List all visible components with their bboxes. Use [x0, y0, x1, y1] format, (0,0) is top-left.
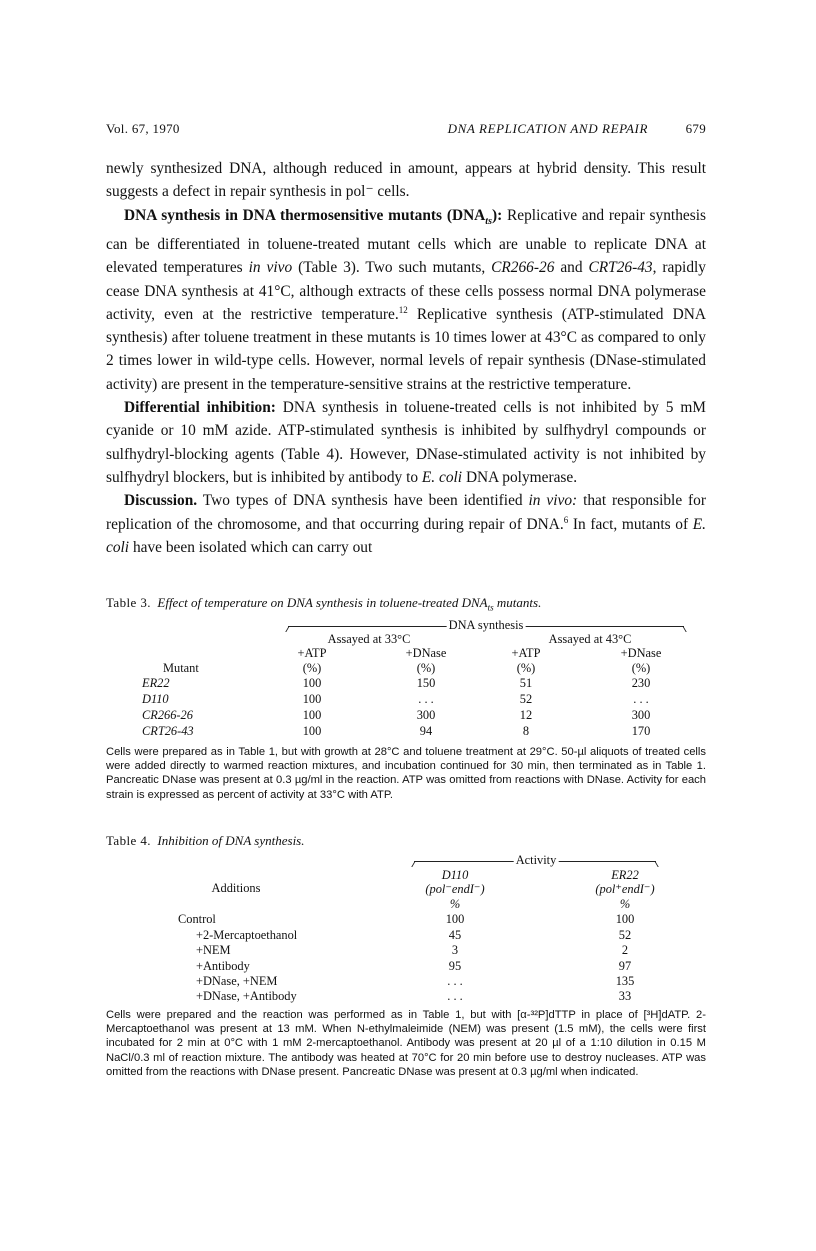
table4-row-label: +DNase, +NEM — [196, 974, 278, 988]
table4-caption: Table 4. Inhibition of DNA synthesis. — [106, 833, 305, 848]
table3-col-head: +ATP — [297, 646, 327, 660]
table4-col1-genotype: (pol⁻endI⁻) — [425, 882, 485, 896]
table4-cell: 135 — [615, 974, 635, 988]
table4-footnote: Cells were prepared and the reaction was performed as in Table 1, but with [α-³²P]dTTP in place of [³H]dATP. 2-Mercaptoethanol was present at 13 mM. When N-ethylmaleimide (NEM) was present (1.5 mM), the cells were first incubated for 2 min at 0°C with 1 mM 2-mercaptoethanol. Antibody was present at 20 µl of a 1:10 dilution in 0.15 M NaCl/0.3 ml of reaction mixture. The antibody was heated at 70°C for 20 min before use to destroy nucleases. ATP was omitted from the reactions with DNase present. Pancreatic DNase was present at 0.3 µg/ml when indicated. — [106, 1009, 706, 1078]
table4-col1-strain: D110 — [441, 868, 469, 882]
table4-cell: . . . — [447, 989, 463, 1003]
table3-col-unit: (%) — [416, 661, 436, 675]
table4-cell: 100 — [615, 912, 635, 926]
section-heading-thermosensitive: DNA synthesis in DNA thermosensitive mutants $(DNA_{ts})$: — [124, 206, 503, 227]
table3-cell: 150 — [416, 676, 436, 690]
paragraph-continuation: newly synthesized DNA, although reduced in amount, appears at hybrid density. This result suggests a defect in repair synthesis in pol⁻ cells. — [106, 160, 706, 201]
running-head — [106, 121, 706, 139]
table3-cell: . . . — [633, 692, 649, 706]
table3-col-unit: (%) — [302, 661, 322, 675]
table3-row-mutant: ER22 — [142, 676, 170, 690]
table3-col-head: +ATP — [511, 646, 541, 660]
table3-cell: 100 — [302, 676, 322, 690]
section-heading-discussion: Discussion. — [124, 492, 198, 510]
table3-cell: . . . — [418, 692, 434, 706]
running-title: DNA REPLICATION AND REPAIR — [447, 121, 648, 136]
table4-cell: 95 — [448, 959, 462, 973]
paragraph-differential-inhibition: Differential inhibition: DNA synthesis in toluene-treated cells is not inhibited by 5 mM cyanide or 10 mM azide. ATP-stimulated synthesis is inhibited by sulfhydryl compounds or sulfhydryl-blocking agents (Table 4). However, DNase-stimulated activity is not inhibited by sulfhydryl blockers, but is inhibited by antibody to E. coli DNA polymerase. — [106, 399, 706, 486]
paragraph-discussion: Discussion. Two types of DNA synthesis have been identified in vivo: that responsible for replication of the chromosome, and that occurring during repair of DNA.$^6$ In fact, mutants of E. coli have been isolated which can carry out — [106, 492, 707, 556]
table3-footnote: Cells were prepared as in Table 1, but with growth at 28°C and toluene treatment at 29°C. 50-µl aliquots of treated cells were added directly to warmed reaction mixtures, and incubation continued for 30 min, then terminated as in Table 1. Pancreatic DNase was present at 0.3 µg/ml in the reaction. ATP was omitted from reactions with DNase. Activity for each strain is expressed as percent of activity at 33°C with ATP. — [106, 746, 706, 801]
table4-row-label: +NEM — [196, 943, 231, 957]
table3-group-43: Assayed at 43°C — [548, 632, 632, 646]
table4-additions-header: Additions — [211, 881, 261, 895]
table4-unit: % — [449, 897, 461, 911]
table4-span-header: Activity — [515, 853, 557, 867]
table3-col-head: +DNase — [620, 646, 662, 660]
table3-cell: 52 — [519, 692, 533, 706]
table3-cell: 170 — [631, 724, 651, 738]
table4-row-label: +2-Mercaptoethanol — [196, 928, 298, 942]
table3-cell: 300 — [416, 708, 436, 722]
body-text — [106, 157, 706, 559]
table3-cell: 230 — [631, 676, 651, 690]
table3-cell: 94 — [419, 724, 433, 738]
table4-cell: 45 — [448, 928, 462, 942]
table3-cell: 100 — [302, 724, 322, 738]
paragraph-thermosensitive: DNA synthesis in DNA thermosensitive mutants $(DNA_{ts})$: Replicative and repair synthesis can be differentiated in toluene-treated mutant cells which are unable to replicate DNA at elevated temperatures in vivo (Table 3). Two such mutants, CR266-26 and CRT26-43, rapidly cease DNA synthesis at 41°C, although extracts of these cells possess normal DNA polymerase activity, even at the restrictive temperature.$^{12}$ Replicative synthesis (ATP-stimulated DNA synthesis) after toluene treatment in these mutants is 10 times lower at 43°C as compared to only 2 times lower in wild-type cells. However, normal levels of repair synthesis (DNase-stimulated activity) are present in the temperature-sensitive strains at the restrictive temperature. — [106, 206, 706, 393]
table3-col-head: +DNase — [405, 646, 447, 660]
table3-mutant-header: Mutant — [163, 661, 199, 675]
table4-cell: . . . — [447, 974, 463, 988]
table4-cell: 100 — [445, 912, 465, 926]
table3-group-33: Assayed at 33°C — [327, 632, 411, 646]
table3-cell: 51 — [519, 676, 533, 690]
section-heading-inhibition: Differential inhibition: — [124, 399, 276, 417]
table3-cell: 100 — [302, 692, 322, 706]
table3-cell: 8 — [522, 724, 530, 738]
table3-row-mutant: CR266-26 — [142, 708, 193, 722]
table4 — [106, 853, 706, 1003]
table4-cell: 33 — [618, 989, 632, 1003]
table3-row-mutant: D110 — [142, 692, 169, 706]
table3-row-mutant: CRT26-43 — [142, 724, 194, 738]
table3-cell: 12 — [519, 708, 533, 722]
table4-row-label: +DNase, +Antibody — [196, 989, 297, 1003]
table3-span-header: DNA synthesis — [448, 618, 524, 632]
table3-cell: 300 — [631, 708, 651, 722]
table3-col-unit: (%) — [516, 661, 536, 675]
table4-row-label: +Antibody — [196, 959, 250, 973]
table4-cell: 3 — [451, 943, 459, 957]
table3-cell: 100 — [302, 708, 322, 722]
volume-label: Vol. 67, 1970 — [106, 121, 180, 136]
table4-cell: 2 — [621, 943, 629, 957]
table4-col2-strain: ER22 — [611, 868, 639, 882]
page-number: 679 — [685, 121, 706, 136]
table4-cell: 97 — [618, 959, 632, 973]
reference-marker: 12 — [398, 304, 408, 315]
table3-col-unit: (%) — [631, 661, 651, 675]
table4-unit: % — [619, 897, 631, 911]
table4-col2-genotype: (pol⁺endI⁻) — [595, 882, 655, 896]
table3-caption: Table 3. Effect of temperature on DNA synthesis in toluene-treated $DNA_{ts}$ mutants. — [106, 595, 542, 613]
table4-cell: 52 — [618, 928, 632, 942]
table3 — [106, 618, 706, 743]
table4-row-label: Control — [178, 912, 216, 926]
reference-marker: 6 — [563, 514, 569, 525]
